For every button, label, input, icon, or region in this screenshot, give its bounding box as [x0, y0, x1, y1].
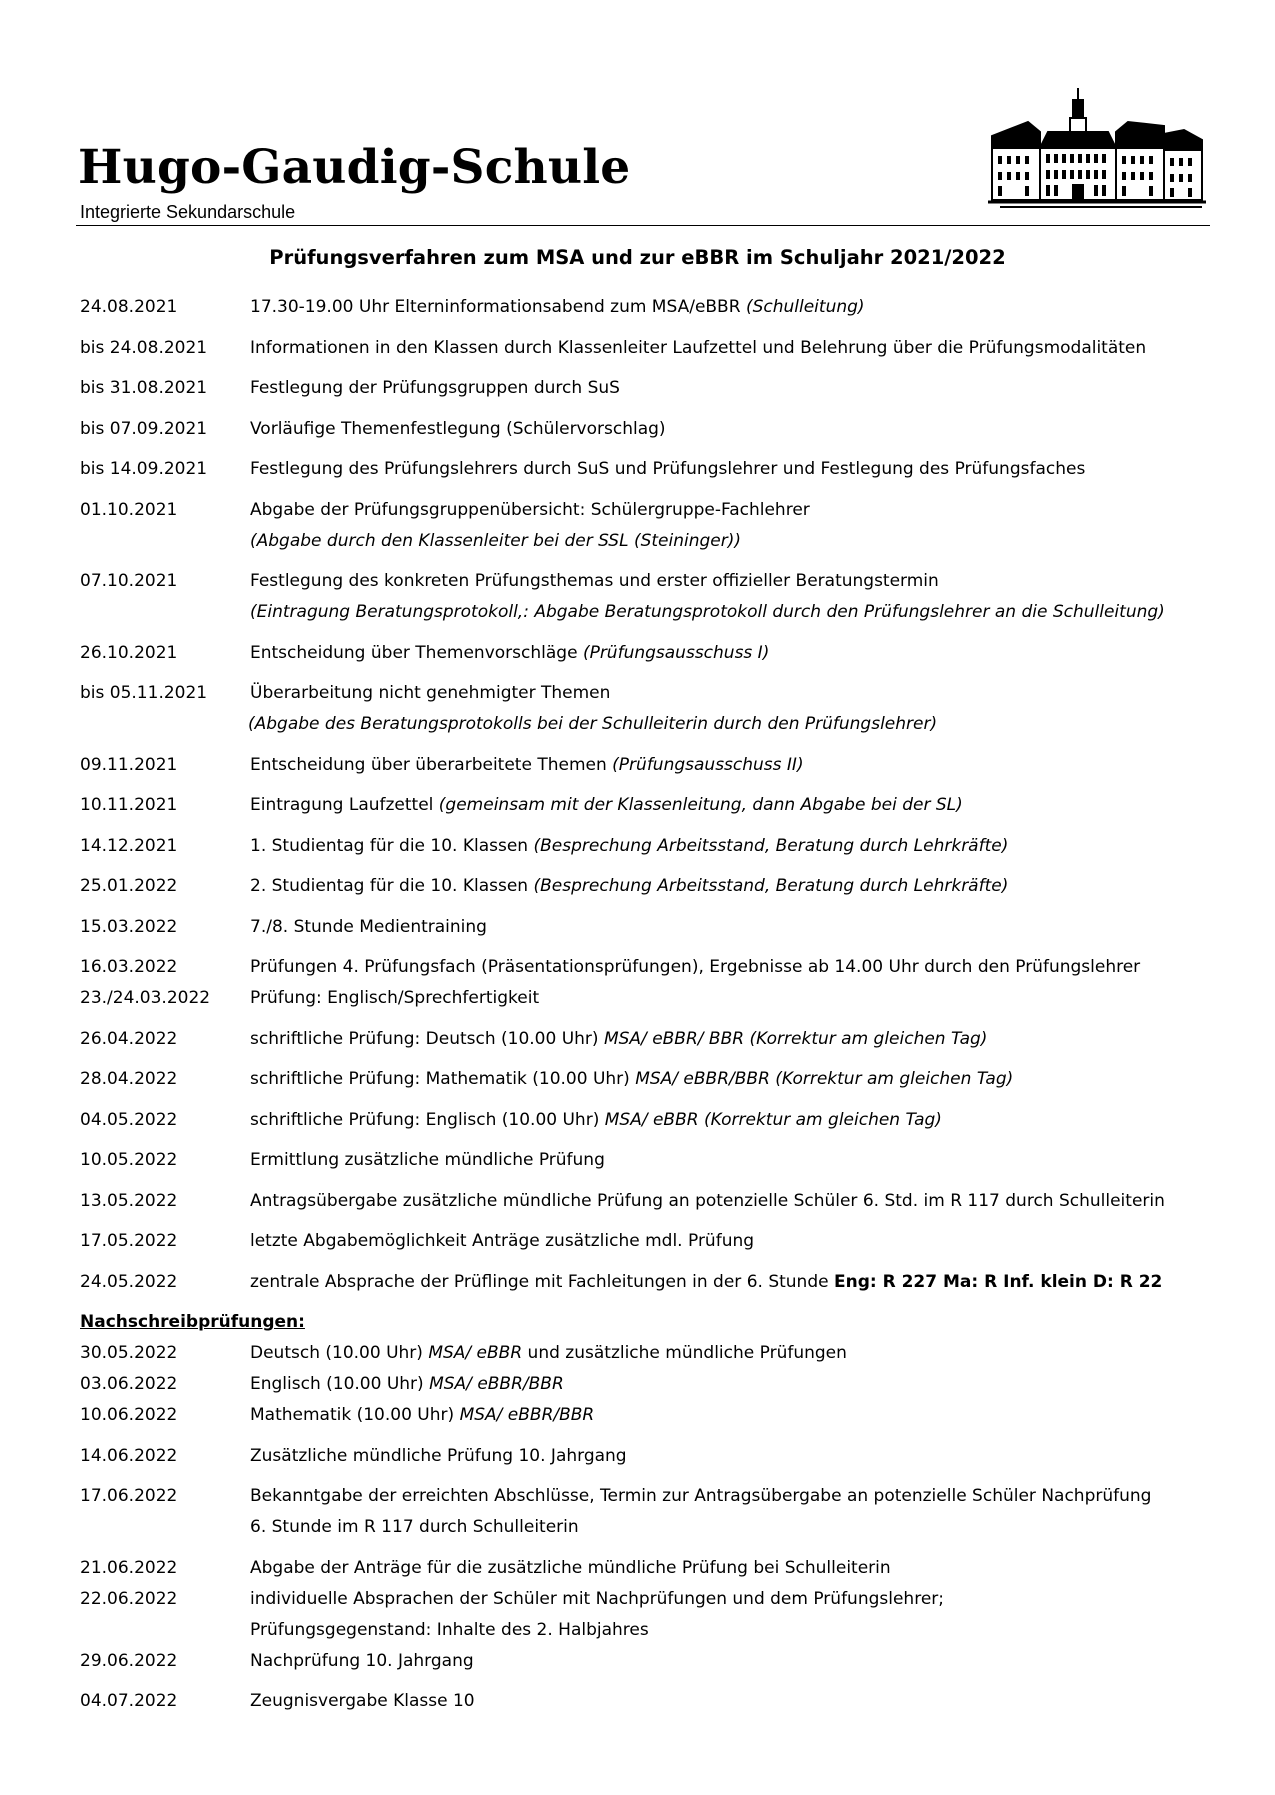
schedule-row — [80, 292, 1230, 323]
entry-text: Überarbeitung nicht genehmigter Themen (Abgabe des Beratungsprotokolls bei der Schulleiterin durch den Prüfungslehrer) — [248, 683, 938, 734]
entry-text: schriftliche Prüfung: Mathematik (10.00 Uhr) MSA/ eBBR/BBR (Korrektur am gleichen Tag) — [250, 1069, 1014, 1089]
entry-date: 17.06.2022 — [80, 1486, 178, 1506]
schedule-row — [80, 983, 1230, 1014]
entry-text: Festlegung des konkreten Prüfungsthemas und erster offizieller Beratungstermin (Eintragung Beratungsprotokoll,: Abgabe Beratungsprotokoll durch den Prüfungslehrer an die Schulleitung) — [250, 571, 1165, 622]
entry-text: Englisch (10.00 Uhr) MSA/ eBBR/BBR — [250, 1374, 564, 1394]
schedule-row — [80, 1145, 1230, 1176]
entry-text: zentrale Absprache der Prüflinge mit Fachleitungen in der 6. Stunde Eng: R 227 Ma: R Inf. klein D: R 22 — [250, 1271, 1163, 1292]
entry-date: 10.05.2022 — [80, 1150, 178, 1170]
entry-date: 10.06.2022 — [80, 1405, 178, 1425]
schedule-row — [80, 1024, 1230, 1055]
entry-text: letzte Abgabemöglichkeit Anträge zusätzliche mdl. Prüfung — [250, 1231, 755, 1251]
school-type: Integrierte Sekundarschule — [80, 202, 296, 222]
entry-date: 03.06.2022 — [80, 1374, 178, 1394]
header-divider — [76, 225, 1210, 226]
schedule-row — [80, 1105, 1230, 1136]
entry-date: 25.01.2022 — [80, 876, 178, 896]
entry-text: Festlegung des Prüfungslehrers durch SuS und Prüfungslehrer und Festlegung des Prüfungsfaches — [250, 459, 1086, 479]
entry-text: Festlegung der Prüfungsgruppen durch SuS — [250, 378, 620, 398]
entry-date: 01.10.2021 — [80, 499, 178, 520]
schedule-row — [80, 495, 1230, 557]
entry-date: 28.04.2022 — [80, 1069, 178, 1089]
entry-text: Abgabe der Anträge für die zusätzliche mündliche Prüfung bei Schulleiterin — [250, 1557, 891, 1578]
schedule-row — [80, 1441, 1230, 1472]
entry-date: 24.05.2022 — [80, 1271, 178, 1292]
entry-date: 23./24.03.2022 — [80, 988, 211, 1008]
schedule-row — [80, 831, 1230, 862]
entry-date: 17.05.2022 — [80, 1231, 178, 1251]
entry-text: schriftliche Prüfung: Deutsch (10.00 Uhr) MSA/ eBBR/ BBR (Korrektur am gleichen Tag) — [250, 1028, 988, 1049]
schedule-list — [80, 292, 1230, 1727]
schedule-row — [80, 1400, 1230, 1431]
entry-text: 17.30-19.00 Uhr Elterninformationsabend zum MSA/eBBR (Schulleitung) — [250, 297, 865, 317]
entry-text: Mathematik (10.00 Uhr) MSA/ eBBR/BBR — [250, 1405, 595, 1425]
entry-text: 1. Studientag für die 10. Klassen (Besprechung Arbeitsstand, Beratung durch Lehrkräfte) — [250, 835, 1009, 856]
schedule-row — [80, 952, 1230, 983]
entry-date: 21.06.2022 — [80, 1557, 178, 1578]
schedule-row — [80, 373, 1230, 404]
entry-text: Deutsch (10.00 Uhr) MSA/ eBBR und zusätzliche mündliche Prüfungen — [250, 1343, 847, 1363]
entry-text: Zusätzliche mündliche Prüfung 10. Jahrgang — [250, 1445, 627, 1466]
entry-date: 14.12.2021 — [80, 835, 178, 856]
entry-date: 30.05.2022 — [80, 1343, 178, 1363]
schedule-row — [80, 1369, 1230, 1400]
entry-date: 29.06.2022 — [80, 1650, 178, 1671]
schedule-row — [80, 1226, 1230, 1257]
entry-date: 04.05.2022 — [80, 1109, 178, 1130]
schedule-row — [80, 912, 1230, 943]
schedule-row — [80, 414, 1230, 445]
entry-date: 15.03.2022 — [80, 916, 178, 937]
entry-date: 14.06.2022 — [80, 1445, 178, 1466]
school-name: Hugo-Gaudig-Schule — [78, 140, 631, 195]
makeup-exams-heading: Nachschreibprüfungen: — [80, 1312, 305, 1332]
entry-date: 07.10.2021 — [80, 571, 178, 591]
entry-date: 26.04.2022 — [80, 1028, 178, 1049]
entry-date: bis 07.09.2021 — [80, 418, 208, 439]
entry-text: Zeugnisvergabe Klasse 10 — [250, 1691, 475, 1711]
schedule-row — [80, 566, 1230, 628]
entry-text: individuelle Absprachen der Schüler mit Nachprüfungen und dem Prüfungslehrer; Prüfungsgegenstand: Inhalte des 2. Halbjahres — [250, 1588, 944, 1640]
schedule-row — [80, 1186, 1230, 1217]
entry-date: 10.11.2021 — [80, 795, 178, 815]
schedule-row — [80, 750, 1230, 781]
schedule-row — [80, 1338, 1230, 1369]
entry-date: bis 31.08.2021 — [80, 378, 208, 398]
schedule-row — [80, 1646, 1230, 1677]
entry-date: 22.06.2022 — [80, 1588, 178, 1609]
entry-date: 04.07.2022 — [80, 1691, 178, 1711]
entry-date: bis 24.08.2021 — [80, 337, 208, 358]
entry-text: Nachprüfung 10. Jahrgang — [250, 1650, 474, 1671]
entry-text: Antragsübergabe zusätzliche mündliche Prüfung an potenzielle Schüler 6. Std. im R 117 durch Schulleiterin — [250, 1190, 1165, 1211]
schedule-row — [80, 678, 1230, 740]
entry-text: 7./8. Stunde Medientraining — [250, 916, 487, 937]
schedule-row — [80, 871, 1230, 902]
schedule-row — [80, 1553, 1230, 1584]
entry-text: Entscheidung über Themenvorschläge (Prüfungsausschuss I) — [250, 642, 770, 663]
entry-text: Prüfungen 4. Prüfungsfach (Präsentationsprüfungen), Ergebnisse ab 14.00 Uhr durch den Prüfungslehrer — [250, 957, 1141, 977]
schedule-row — [80, 333, 1230, 364]
schedule-row — [80, 1267, 1230, 1298]
entry-date: 09.11.2021 — [80, 754, 178, 775]
entry-text: Bekanntgabe der erreichten Abschlüsse, Termin zur Antragsübergabe an potenzielle Schüler Nachprüfung 6. Stunde im R 117 durch Schulleiterin — [250, 1486, 1152, 1537]
entry-text: Eintragung Laufzettel (gemeinsam mit der Klassenleitung, dann Abgabe bei der SL) — [250, 795, 963, 815]
entry-date: 13.05.2022 — [80, 1190, 178, 1211]
entry-text: Informationen in den Klassen durch Klassenleiter Laufzettel und Belehrung über die Prüfungsmodalitäten — [250, 337, 1147, 358]
entry-date: 26.10.2021 — [80, 642, 178, 663]
entry-text: Vorläufige Themenfestlegung (Schülervorschlag) — [250, 418, 666, 439]
entry-date: 24.08.2021 — [80, 297, 178, 317]
entry-text: Entscheidung über überarbeitete Themen (Prüfungsausschuss II) — [250, 754, 804, 775]
schedule-row — [80, 1584, 1230, 1646]
school-building-icon — [988, 86, 1206, 210]
entry-text: 2. Studientag für die 10. Klassen (Besprechung Arbeitsstand, Beratung durch Lehrkräfte) — [250, 876, 1009, 896]
schedule-row — [80, 638, 1230, 669]
entry-date: bis 05.11.2021 — [80, 683, 208, 703]
schedule-row — [80, 1686, 1230, 1717]
entry-text: Ermittlung zusätzliche mündliche Prüfung — [250, 1150, 605, 1170]
document-title: Prüfungsverfahren zum MSA und zur eBBR im Schuljahr 2021/2022 — [269, 246, 1006, 269]
schedule-row — [80, 1481, 1230, 1543]
entry-date: bis 14.09.2021 — [80, 459, 208, 479]
entry-text: Abgabe der Prüfungsgruppenübersicht: Schülergruppe-Fachlehrer (Abgabe durch den Klassenleiter bei der SSL (Steininger)) — [250, 499, 810, 551]
schedule-row — [80, 790, 1230, 821]
schedule-row — [80, 1064, 1230, 1095]
entry-text: schriftliche Prüfung: Englisch (10.00 Uhr) MSA/ eBBR (Korrektur am gleichen Tag) — [250, 1109, 942, 1130]
entry-text: Prüfung: Englisch/Sprechfertigkeit — [250, 988, 540, 1008]
entry-date: 16.03.2022 — [80, 957, 178, 977]
schedule-row — [80, 454, 1230, 485]
